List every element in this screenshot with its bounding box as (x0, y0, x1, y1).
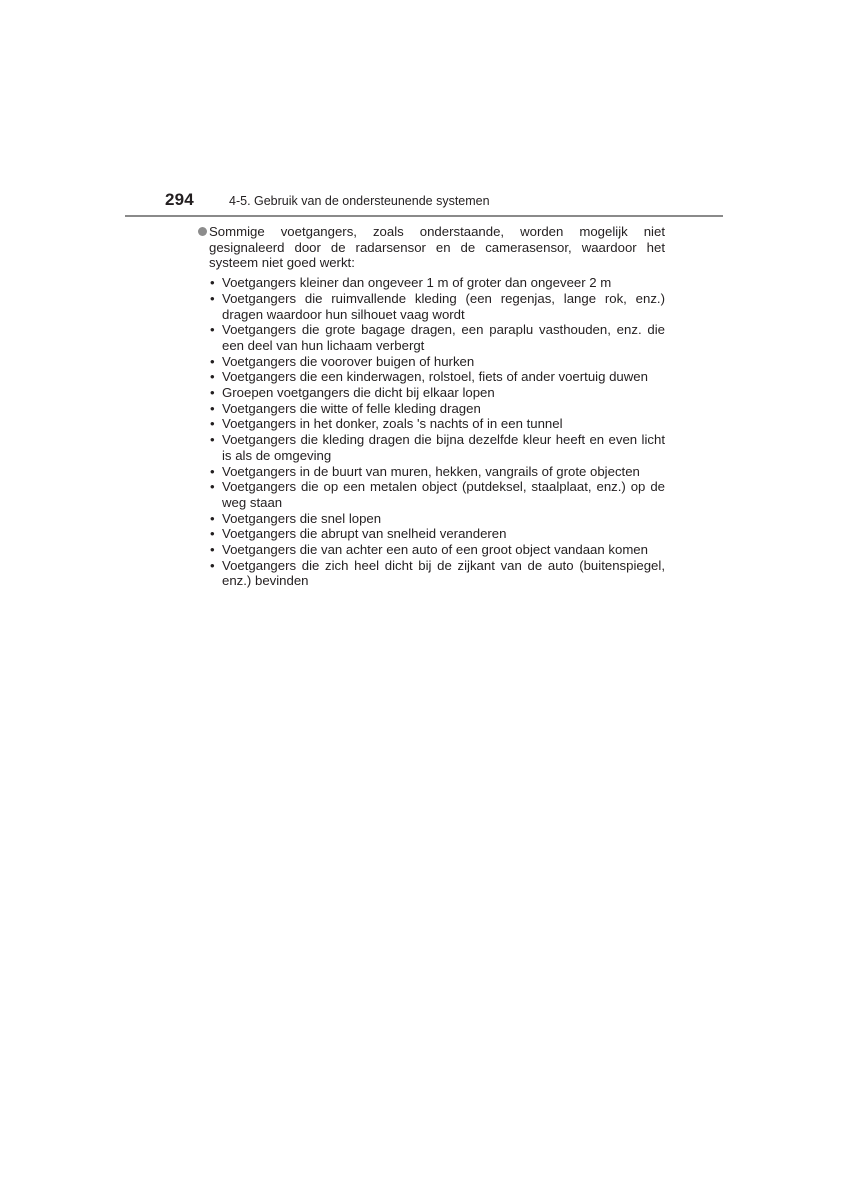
list-item-text: Voetgangers in het donker, zoals 's nachts of in een tunnel (222, 416, 563, 432)
list-item (209, 354, 665, 370)
list-item (209, 479, 665, 510)
list-item (209, 526, 665, 542)
circle-bullet-icon (198, 227, 207, 236)
section-title: 4-5. Gebruik van de ondersteunende systemen (229, 194, 490, 208)
bullet-icon: • (210, 353, 215, 369)
bullet-icon: • (210, 416, 215, 432)
list-item-text: Voetgangers die ruimvallende kleding (een regenjas, lange rok, enz.) dragen waardoor hun silhouet vaag wordt (222, 290, 665, 322)
list-item-text: Voetgangers die snel lopen (222, 510, 382, 526)
intro-text: Sommige voetgangers, zoals onderstaande, worden mogelijk niet gesignaleerd door de radarsensor en de camerasensor, waardoor het systeem niet goed werkt: (209, 224, 665, 271)
list-item-text: Voetgangers die abrupt van snelheid veranderen (222, 526, 507, 542)
header-divider (125, 215, 723, 217)
main-content (197, 224, 665, 589)
list-item-text: Voetgangers die witte of felle kleding dragen (222, 400, 481, 416)
list-item (209, 291, 665, 322)
page-header (165, 190, 725, 214)
list-item (209, 322, 665, 353)
list-item (209, 401, 665, 417)
bullet-icon: • (210, 479, 215, 495)
list-item (209, 464, 665, 480)
list-item (209, 558, 665, 589)
list-item-text: Voetgangers die kleding dragen die bijna dezelfde kleur heeft en even licht is als de omgeving (222, 432, 665, 463)
bullet-icon: • (210, 369, 215, 385)
list-item-text: Voetgangers kleiner dan ongeveer 1 m of groter dan ongeveer 2 m (222, 275, 612, 291)
bullet-icon: • (210, 542, 215, 558)
list-item-text: Groepen voetgangers die dicht bij elkaar lopen (222, 385, 495, 401)
page-number: 294 (165, 190, 194, 209)
bullet-icon: • (210, 400, 215, 416)
list-item-text: Voetgangers die zich heel dicht bij de zijkant van de auto (buitenspiegel, enz.) bevinden (222, 557, 665, 589)
intro-paragraph (197, 224, 665, 271)
list-item (209, 432, 665, 463)
bullet-icon: • (210, 275, 215, 291)
bullet-icon: • (210, 510, 215, 526)
list-item (209, 511, 665, 527)
list-item-text: Voetgangers die op een metalen object (putdeksel, staalplaat, enz.) op de weg staan (222, 479, 665, 510)
bullet-icon: • (210, 385, 215, 401)
bullet-icon: • (210, 432, 215, 448)
list-item (209, 275, 665, 291)
bullet-icon: • (210, 463, 215, 479)
list-item (209, 385, 665, 401)
bullet-icon: • (210, 290, 215, 306)
list-item-text: Voetgangers die voorover buigen of hurken (222, 353, 475, 369)
bullet-icon: • (210, 557, 215, 573)
list-item (209, 369, 665, 385)
list-item (209, 542, 665, 558)
list-item-text: Voetgangers die grote bagage dragen, een paraplu vasthouden, enz. die een deel van hun lichaam verbergt (222, 322, 665, 353)
list-item-text: Voetgangers die een kinderwagen, rolstoel, fiets of ander voertuig duwen (222, 369, 648, 385)
list-item-text: Voetgangers die van achter een auto of een groot object vandaan komen (222, 542, 648, 558)
list-item (209, 416, 665, 432)
bullet-icon: • (210, 322, 215, 338)
pedestrian-list (197, 275, 665, 589)
bullet-icon: • (210, 526, 215, 542)
list-item-text: Voetgangers in de buurt van muren, hekken, vangrails of grote objecten (222, 463, 640, 479)
